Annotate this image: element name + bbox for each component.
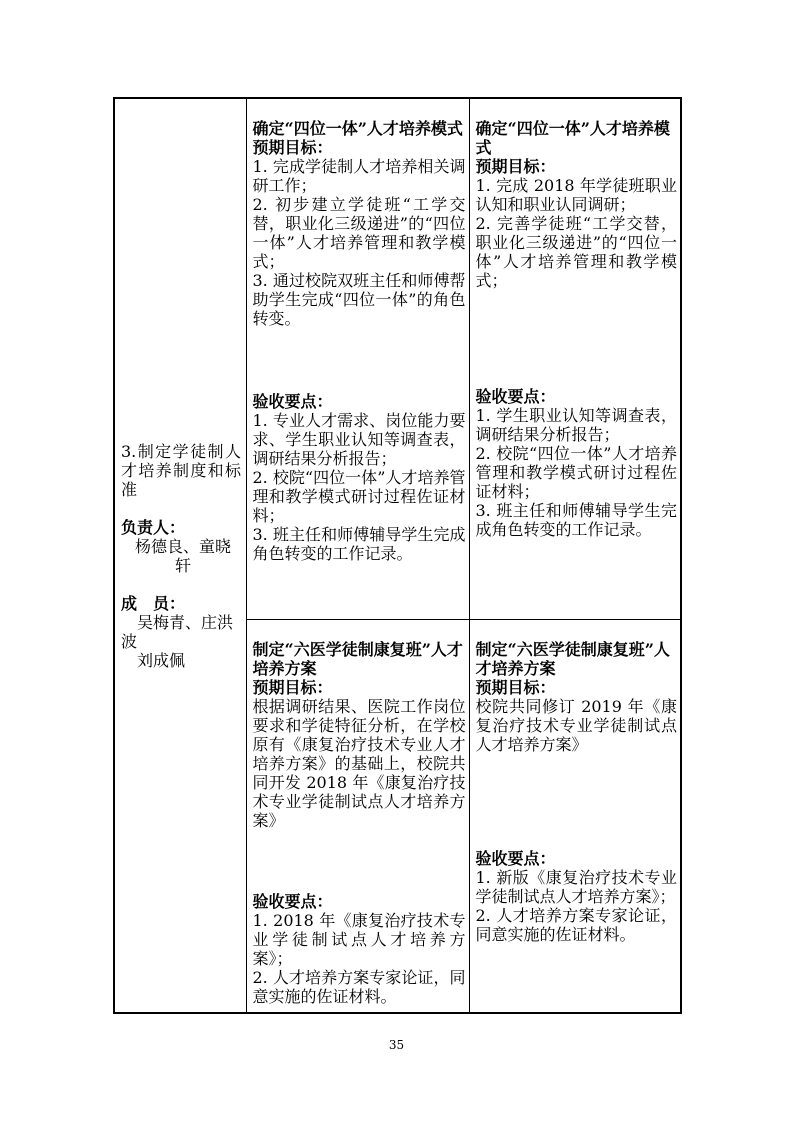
goal-text: 根据调研结果、医院工作岗位要求和学徒特征分析，在学校原有《康复治疗技术专业人才培养方案》的基础上，校院共同开发 2018 年《康复治疗技术专业学徒制试点人才培养方案》 (252, 696, 466, 830)
goal-label: 预期目标： (252, 138, 333, 157)
check-label: 验收要点： (475, 387, 556, 406)
check-item: 1. 新版《康复治疗技术专业学徒制试点人才培养方案》； (475, 867, 677, 906)
check-item: 1. 专业人才需求、岗位能力要求、学生职业认知等调查表，调研结果分析报告； (252, 411, 466, 468)
check-item: 1. 2018 年《康复治疗技术专业学徒制试点人才培养方案》； (252, 910, 466, 968)
check-label: 验收要点： (252, 891, 333, 911)
member-label: 成 员： (121, 593, 186, 613)
check-item: 2. 校院“四位一体”人才培养管理和教学模式研讨过程佐证材料； (252, 468, 466, 525)
goal-item: 3. 通过校院双班主任和师傅帮助学生完成“四位一体”的角色转变。 (252, 271, 466, 328)
check-item: 2. 人才培养方案专家论证，同意实施的佐证材料。 (475, 905, 677, 944)
leader-label: 负责人： (121, 517, 186, 537)
goal-label: 预期目标： (475, 677, 556, 697)
check-item: 3. 班主任和师傅辅导学生完成角色转变的工作记录。 (252, 525, 466, 563)
cell-title: 确定“四位一体”人才培养模式 (475, 119, 670, 157)
page-number: 35 (388, 1038, 405, 1052)
check-label: 验收要点： (475, 848, 556, 868)
cell-title: 制定“六医学徒制康复班”人才培养方案 (252, 639, 463, 678)
goal-item: 2. 完善学徒班“工学交替，职业化三级递进”的“四位一体”人才培养管理和教学模式； (475, 214, 677, 290)
goal-item: 2. 初步建立学徒班“工学交替，职业化三级递进”的“四位一体”人才培养管理和教学模式； (252, 195, 466, 271)
phase2-row2-cell (469, 619, 681, 1013)
phase2-row1-cell (469, 98, 681, 619)
cell-title: 制定“六医学徒制康复班”人才培养方案 (475, 639, 670, 678)
goal-item: 1. 完成学徒制人才培养相关调研工作； (252, 157, 466, 195)
goal-item: 1. 完成 2018 年学徒班职业认知和职业认同调研； (475, 176, 677, 214)
leader-names: 杨德良、童晓轩 (134, 536, 231, 575)
check-label: 验收要点： (252, 392, 333, 411)
goal-label: 预期目标： (475, 157, 556, 176)
phase1-row1-cell (246, 98, 469, 619)
goal-text: 校院共同修订 2019 年《康复治疗技术专业学徒制试点人才培养方案》 (475, 696, 677, 754)
cell-title: 确定“四位一体”人才培养模式 (252, 119, 463, 138)
member-names-line: 吴梅青、庄洪波 (121, 612, 234, 651)
check-item: 3. 班主任和师傅辅导学生完成角色转变的工作记录。 (475, 501, 677, 539)
check-item: 1. 学生职业认知等调查表，调研结果分析报告； (475, 406, 677, 444)
content-table (113, 97, 682, 1014)
task-cell (114, 98, 246, 1013)
task-description: 3.制定学徒制人才培养制度和标准 (121, 441, 241, 499)
goal-label: 预期目标： (252, 677, 333, 697)
check-item: 2. 人才培养方案专家论证，同意实施的佐证材料。 (252, 967, 466, 1006)
member-names-line: 刘成佩 (137, 650, 186, 670)
phase1-row2-cell (246, 619, 469, 1013)
check-item: 2. 校院“四位一体”人才培养管理和教学模式研讨过程佐证材料； (475, 444, 677, 501)
